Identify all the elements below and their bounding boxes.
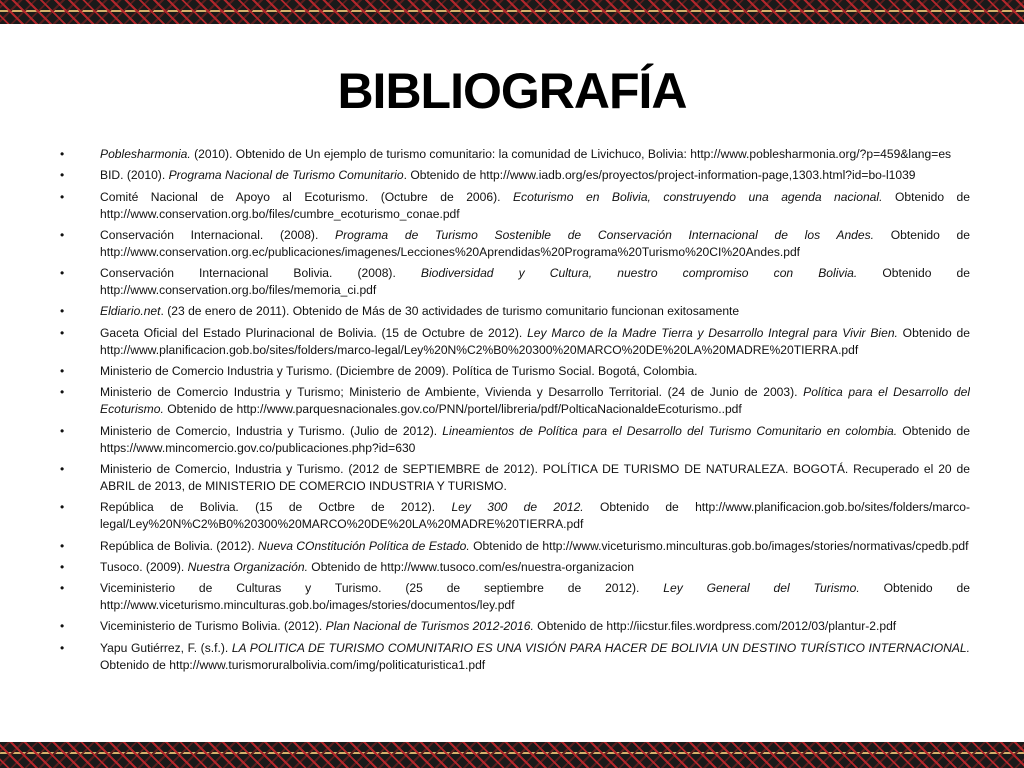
bullet-icon: • (60, 538, 65, 553)
reference-author: República de Bolivia. (2012). (100, 538, 258, 553)
reference-item (58, 227, 970, 261)
reference-author: Comité Nacional de Apoyo al Ecoturismo. (Octubre de 2006). (100, 189, 513, 204)
bullet-icon: • (60, 189, 65, 204)
reference-title: Ecoturismo en Bolivia, construyendo una agenda nacional. (512, 189, 883, 204)
reference-source: Obtenido de http://www.turismoruralbolivia.com/img/politicaturistica1.pdf (100, 657, 486, 672)
reference-author: Ministerio de Comercio, Industria y Turismo. (2012 de SEPTIEMBRE de 2012). POLÍTICA DE TURISMO DE NATURALEZA. BOGOTÁ. Recuperado el 20 de ABRIL de 2013, de MINISTERIO DE COMERCIO INDUSTRIA Y TURISMO. (100, 461, 970, 493)
reference-source: Obtenido de http://www.viceturismo.minculturas.gob.bo/images/stories/documentos/ley.pdf (100, 581, 970, 613)
reference-item (58, 363, 970, 380)
bullet-icon: • (60, 461, 65, 476)
reference-title: Biodiversidad y Cultura, nuestro compromiso con Bolivia. (420, 266, 858, 281)
reference-title: Programa Nacional de Turismo Comunitario (168, 168, 404, 183)
reference-author: Ministerio de Comercio, Industria y Turismo. (Julio de 2012). (100, 423, 443, 438)
reference-item (58, 423, 970, 457)
reference-title: Ley Marco de la Madre Tierra y Desarrollo Integral para Vivir Bien. (527, 325, 898, 340)
reference-author: Gaceta Oficial del Estado Plurinacional de Bolivia. (15 de Octubre de 2012). (100, 325, 528, 340)
reference-item (58, 499, 970, 533)
bullet-icon: • (60, 500, 65, 515)
reference-item (58, 265, 970, 299)
reference-author: Ministerio de Comercio Industria y Turismo; Ministerio de Ambiente, Vivienda y Desarrollo Territorial. (24 de Junio de 2003). (100, 385, 804, 400)
reference-title: LA POLITICA DE TURISMO COMUNITARIO ES UNA VISIÓN PARA HACER DE BOLIVIA UN DESTINO TURÍSTICO INTERNACIONAL. (231, 640, 970, 655)
reference-source: (2010). Obtenido de Un ejemplo de turismo comunitario: la comunidad de Livichuco, Bolivia: http://www.poblesharmonia.org/?p=459&lang=es (190, 147, 952, 161)
page-title: BIBLIOGRAFÍA (337, 63, 687, 119)
decorative-pattern-band-top (0, 0, 1024, 24)
reference-source: Obtenido de http://www.planificacion.gob.bo/sites/folders/marco-legal/Ley%20N%C2%B0%20300%20MARCO%20DE%20LA%20MADRE%20TIERRA.pdf (100, 325, 970, 357)
reference-source: Obtenido de http://www.tusoco.com/es/nuestra-organizacion (307, 559, 634, 574)
reference-title: Nueva COnstitución Política de Estado. (257, 538, 470, 553)
reference-source: Obtenido de http://www.conservation.org.bo/files/cumbre_ecoturismo_conae.pdf (100, 189, 970, 221)
reference-item (58, 640, 970, 674)
reference-author: Conservación Internacional. (2008). (100, 227, 336, 242)
reference-item (58, 325, 970, 359)
reference-item (58, 580, 970, 614)
reference-source: Obtenido de http://www.parquesnacionales.gov.co/PNN/portel/libreria/pdf/PolticaNacionaldeEcoturismo..pdf (163, 402, 742, 417)
reference-source: Obtenido de http://www.planificacion.gob.bo/sites/folders/marco-legal/Ley%20N%C2%B0%20300%20MARCO%20DE%20LA%20MADRE%20TIERRA.pdf (100, 500, 970, 532)
reference-title: Poblesharmonia. (100, 147, 191, 161)
bullet-icon: • (60, 266, 65, 281)
reference-item (58, 461, 970, 495)
reference-source: . Obtenido de http://www.iadb.org/es/proyectos/project-information-page,1303.html?id=bo-l1039 (403, 168, 916, 183)
reference-item (58, 618, 970, 635)
reference-source: Obtenido de http://iicstur.files.wordpress.com/2012/03/plantur-2.pdf (533, 619, 897, 634)
reference-source: Obtenido de http://www.conservation.org.ec/publicaciones/imagenes/Lecciones%20Aprendidas%20Programa%20Turismo%20CI%20Andes.pdf (100, 227, 970, 259)
bullet-icon: • (60, 385, 65, 400)
reference-item (58, 189, 970, 223)
reference-title: Plan Nacional de Turismos 2012-2016. (325, 619, 534, 634)
reference-item (58, 303, 970, 320)
bullet-icon: • (60, 640, 65, 655)
bullet-icon: • (60, 559, 65, 574)
reference-author: BID. (2010). (100, 168, 169, 183)
bullet-icon: • (60, 619, 65, 634)
reference-title: Ley General del Turismo. (663, 581, 860, 596)
reference-source: . (23 de enero de 2011). Obtenido de Más de 30 actividades de turismo comunitario funcionan exitosamente (160, 304, 740, 319)
reference-list (58, 146, 970, 674)
bullet-icon: • (60, 227, 65, 242)
bibliography-content (58, 146, 970, 742)
reference-item (58, 167, 970, 184)
reference-item (58, 146, 970, 163)
reference-author: Ministerio de Comercio Industria y Turismo. (Diciembre de 2009). Política de Turismo Social. Bogotá, Colombia. (100, 364, 698, 379)
reference-item (58, 384, 970, 418)
reference-title: Lineamientos de Política para el Desarrollo del Turismo Comunitario en colombia. (442, 423, 898, 438)
reference-item (58, 559, 970, 576)
reference-author: Conservación Internacional Bolivia. (2008). (100, 266, 421, 281)
reference-author: Viceministerio de Turismo Bolivia. (2012). (100, 619, 326, 634)
reference-source: Obtenido de http://www.conservation.org.bo/files/memoria_ci.pdf (100, 266, 970, 298)
reference-item (58, 538, 970, 555)
decorative-pattern-band-bottom (0, 742, 1024, 768)
bullet-icon: • (60, 581, 65, 596)
reference-title: Nuestra Organización. (187, 559, 308, 574)
reference-title: Política para el Desarrollo del Ecoturismo. (100, 385, 970, 417)
bullet-icon: • (60, 364, 65, 379)
bullet-icon: • (60, 147, 65, 161)
bullet-icon: • (60, 168, 65, 183)
reference-author: Yapu Gutiérrez, F. (s.f.). (100, 640, 232, 655)
reference-author: Viceministerio de Culturas y Turismo. (25 de septiembre de 2012). (100, 581, 664, 596)
reference-source: Obtenido de http://www.viceturismo.minculturas.gob.bo/images/stories/normativas/cpedb.pdf (469, 538, 969, 553)
reference-title: Ley 300 de 2012. (451, 500, 584, 515)
bullet-icon: • (60, 304, 65, 319)
reference-title: Eldiario.net (100, 304, 161, 319)
reference-source: Obtenido de https://www.mincomercio.gov.co/publicaciones.php?id=630 (100, 423, 970, 455)
reference-title: Programa de Turismo Sostenible de Conservación Internacional de los Andes. (335, 227, 875, 242)
bullet-icon: • (60, 325, 65, 340)
bullet-icon: • (60, 423, 65, 438)
reference-author: República de Bolivia. (15 de Octbre de 2012). (100, 500, 452, 515)
reference-author: Tusoco. (2009). (100, 559, 188, 574)
